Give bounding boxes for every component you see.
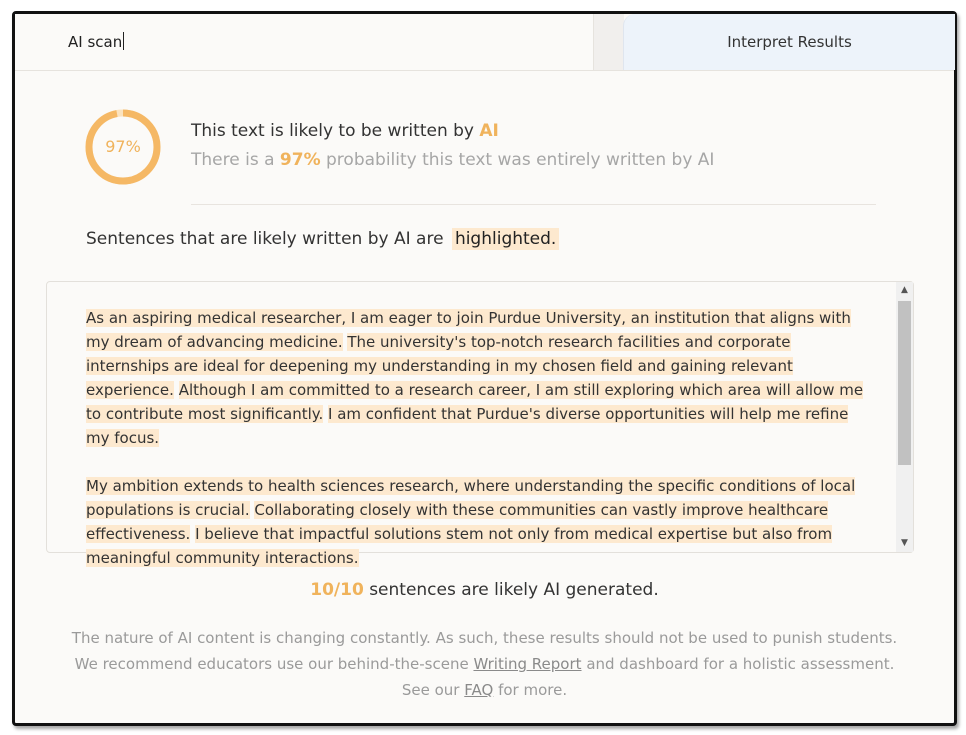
tab-interpret-results-label: Interpret Results	[727, 33, 852, 51]
tab-ai-scan[interactable]	[15, 14, 593, 70]
scrollbar-thumb[interactable]	[898, 301, 911, 465]
disclaimer-line-3-prefix: See our	[401, 681, 460, 699]
highlighted-sentence: Although I am committed to a research career, I am still exploring which area will allow me to contribute most significantly.	[86, 381, 864, 423]
tab-bar	[15, 14, 954, 71]
disclaimer	[15, 625, 954, 703]
divider	[191, 204, 876, 205]
sentence-count: 10/10	[310, 580, 364, 600]
scroll-up-arrow-icon[interactable]: ▲	[901, 285, 908, 295]
highlighted-sentence: I believe that impactful solutions stem not only from medical expertise but also from meaningful community interactions.	[86, 525, 833, 567]
subline-prefix: There is a	[191, 150, 275, 170]
scroll-down-arrow-icon[interactable]: ▼	[901, 538, 908, 548]
tab-separator	[593, 14, 624, 70]
writing-report-link[interactable]: Writing Report	[473, 655, 582, 673]
headline-ai: AI	[479, 121, 499, 141]
disclaimer-line-3-suffix: for more.	[498, 681, 568, 699]
highlight-legend-sample: highlighted.	[452, 228, 559, 250]
text-cursor	[123, 32, 124, 50]
disclaimer-line-3	[15, 677, 954, 703]
highlighted-sentence: I am confident that Purdue's diverse opportunities will help me refine my focus.	[86, 405, 849, 447]
highlighted-sentence: As an aspiring medical researcher, I am eager to join Purdue University, an institution that aligns with my dream of advancing medicine.	[86, 309, 851, 351]
tab-ai-scan-label: AI scan	[68, 33, 123, 51]
disclaimer-line-2-suffix: and dashboard for a holistic assessment.	[586, 655, 895, 673]
highlight-legend-text: Sentences that are likely written by AI are	[86, 229, 444, 249]
ai-scan-window	[12, 11, 957, 726]
scanned-text-content	[86, 306, 866, 594]
subline-percent: 97%	[279, 150, 321, 170]
tab-interpret-results[interactable]	[623, 14, 955, 70]
highlighted-sentence: My ambition extends to health sciences research, where understanding the specific conditions of local populations is crucial.	[86, 477, 856, 519]
subline-suffix: probability this text was entirely written by AI	[326, 150, 715, 170]
faq-link[interactable]: FAQ	[464, 681, 494, 699]
sentence-count-summary	[15, 580, 954, 600]
paragraph	[86, 474, 866, 570]
result-subline	[191, 150, 714, 170]
highlighted-sentence: The university's top-notch research facilities and corporate internships are ideal for deepening my understanding in my chosen field and gaining relevant experience.	[86, 333, 793, 399]
disclaimer-line-2	[15, 651, 954, 677]
disclaimer-line-1: The nature of AI content is changing constantly. As such, these results should not be used to punish students.	[71, 629, 898, 647]
scanned-text-box[interactable]	[46, 281, 914, 567]
disclaimer-line-2-prefix: We recommend educators use our behind-the-scene	[74, 655, 469, 673]
highlight-legend	[86, 229, 559, 249]
result-headline	[191, 121, 499, 141]
paragraph	[86, 306, 866, 450]
sentence-count-text: sentences are likely AI generated.	[369, 580, 659, 600]
highlighted-sentence: Collaborating closely with these communities can vastly improve healthcare effectiveness.	[86, 501, 829, 543]
vertical-scrollbar[interactable]	[896, 282, 913, 552]
gauge-percent-label: 97%	[105, 137, 141, 156]
headline-prefix: This text is likely to be written by	[191, 121, 474, 141]
